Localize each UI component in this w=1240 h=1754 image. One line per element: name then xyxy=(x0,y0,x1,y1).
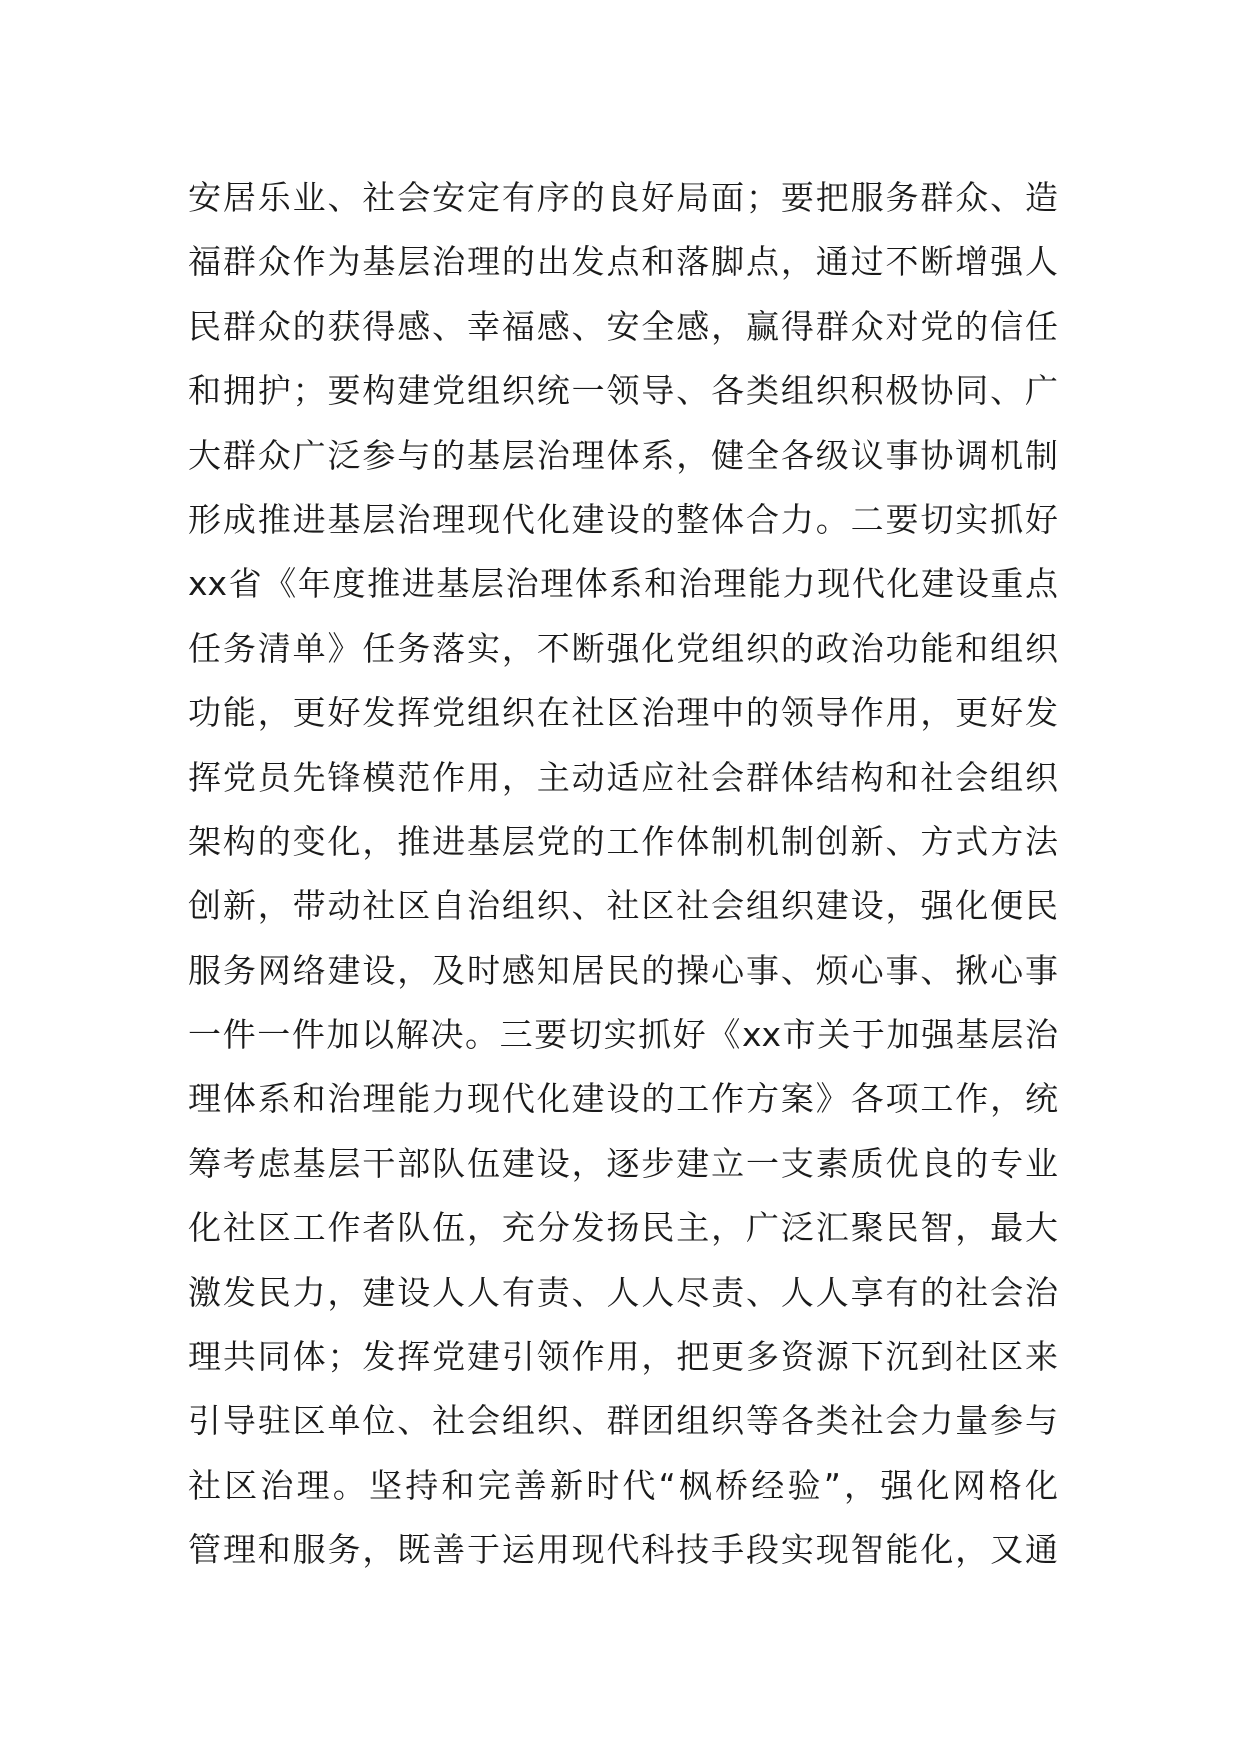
text-line: 架构的变化，推进基层党的工作体制机制创新、方式方法 xyxy=(188,821,1058,861)
text-line: 福群众作为基层治理的出发点和落脚点，通过不断增强人 xyxy=(188,242,1058,282)
text-line: 民群众的获得感、幸福感、安全感，赢得群众对党的信任 xyxy=(188,306,1058,346)
body-text xyxy=(188,166,1058,1583)
text-line: 引导驻区单位、社会组织、群团组织等各类社会力量参与 xyxy=(188,1401,1058,1441)
text-line: 化社区工作者队伍，充分发扬民主，广泛汇聚民智，最大 xyxy=(188,1208,1058,1248)
text-line: 理体系和治理能力现代化建设的工作方案》各项工作，统 xyxy=(188,1079,1058,1119)
text-line: 筹考虑基层干部队伍建设，逐步建立一支素质优良的专业 xyxy=(188,1143,1058,1183)
text-line: 大群众广泛参与的基层治理体系，健全各级议事协调机制 xyxy=(188,435,1058,475)
text-line: 和拥护；要构建党组织统一领导、各类组织积极协同、广 xyxy=(188,371,1058,411)
text-line: 挥党员先锋模范作用，主动适应社会群体结构和社会组织 xyxy=(188,757,1058,797)
text-line: 激发民力，建设人人有责、人人尽责、人人享有的社会治 xyxy=(188,1272,1058,1312)
text-line: 任务清单》任务落实，不断强化党组织的政治功能和组织 xyxy=(188,628,1058,668)
text-line: 管理和服务，既善于运用现代科技手段实现智能化，又通 xyxy=(188,1530,1058,1570)
text-line: 理共同体；发挥党建引领作用，把更多资源下沉到社区来 xyxy=(188,1337,1058,1377)
text-line: 服务网络建设，及时感知居民的操心事、烦心事、揪心事 xyxy=(188,950,1058,990)
text-line: 社区治理。坚持和完善新时代“枫桥经验”，强化网格化 xyxy=(188,1465,1058,1505)
text-line: 安居乐业、社会安定有序的良好局面；要把服务群众、造 xyxy=(188,178,1058,217)
text-line: 一件一件加以解决。三要切实抓好《xx市关于加强基层治 xyxy=(188,1015,1058,1055)
text-line: xx省《年度推进基层治理体系和治理能力现代化建设重点 xyxy=(188,564,1058,604)
text-line: 创新，带动社区自治组织、社区社会组织建设，强化便民 xyxy=(188,886,1058,926)
text-line: 形成推进基层治理现代化建设的整体合力。二要切实抓好 xyxy=(188,499,1058,539)
text-line: 功能，更好发挥党组织在社区治理中的领导作用，更好发 xyxy=(188,693,1058,733)
